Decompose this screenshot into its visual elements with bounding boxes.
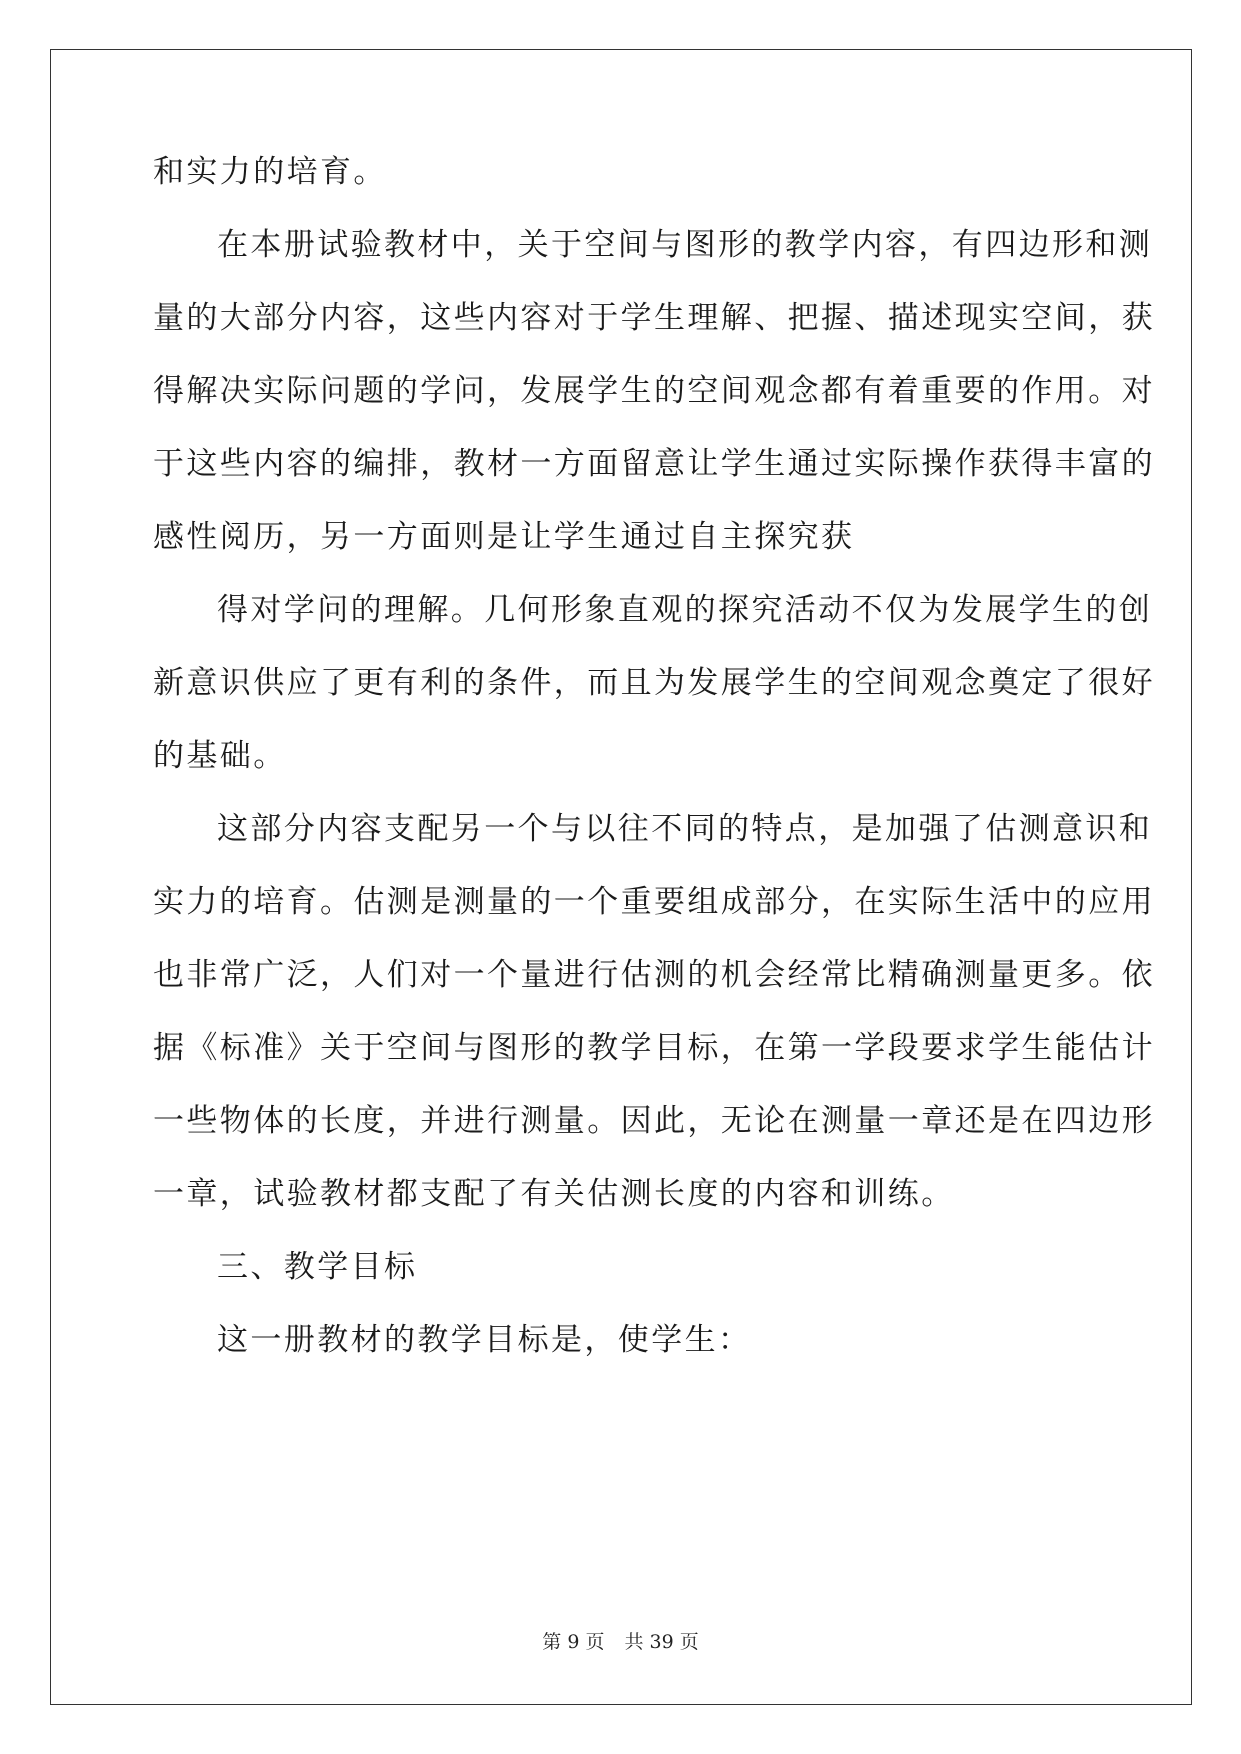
current-page-number: 第 9 页 bbox=[542, 1631, 605, 1653]
text-line: 的基础。 bbox=[153, 738, 287, 774]
section-heading: 三、教学目标 bbox=[217, 1249, 418, 1285]
text-line: 这一册教材的教学目标是，使学生： bbox=[217, 1322, 752, 1358]
text-line: 据《标准》关于空间与图形的教学目标，在第一学段要求学生能估计 bbox=[153, 1030, 1155, 1066]
text-line: 也非常广泛，人们对一个量进行估测的机会经常比精确测量更多。依 bbox=[153, 957, 1155, 993]
text-line: 和实力的培育。 bbox=[153, 154, 387, 190]
text-line: 得对学问的理解。几何形象直观的探究活动不仅为发展学生的创 bbox=[217, 592, 1153, 628]
text-line: 于这些内容的编排，教材一方面留意让学生通过实际操作获得丰富的 bbox=[153, 446, 1155, 482]
text-line: 实力的培育。估测是测量的一个重要组成部分，在实际生活中的应用 bbox=[153, 884, 1155, 920]
text-line: 一些物体的长度，并进行测量。因此，无论在测量一章还是在四边形 bbox=[153, 1103, 1155, 1139]
text-line: 这部分内容支配另一个与以往不同的特点，是加强了估测意识和 bbox=[217, 811, 1153, 847]
total-page-count: 共 39 页 bbox=[624, 1631, 699, 1653]
page-footer bbox=[0, 1627, 1241, 1654]
text-line: 感性阅历，另一方面则是让学生通过自主探究获 bbox=[153, 519, 855, 555]
document-body bbox=[153, 153, 1155, 1394]
text-line: 量的大部分内容，这些内容对于学生理解、把握、描述现实空间，获 bbox=[153, 300, 1155, 336]
text-line: 一章，试验教材都支配了有关估测长度的内容和训练。 bbox=[153, 1176, 955, 1212]
text-line: 得解决实际问题的学问，发展学生的空间观念都有着重要的作用。对 bbox=[153, 373, 1155, 409]
text-line: 在本册试验教材中，关于空间与图形的教学内容，有四边形和测 bbox=[217, 227, 1153, 263]
text-line: 新意识供应了更有利的条件，而且为发展学生的空间观念奠定了很好 bbox=[153, 665, 1155, 701]
